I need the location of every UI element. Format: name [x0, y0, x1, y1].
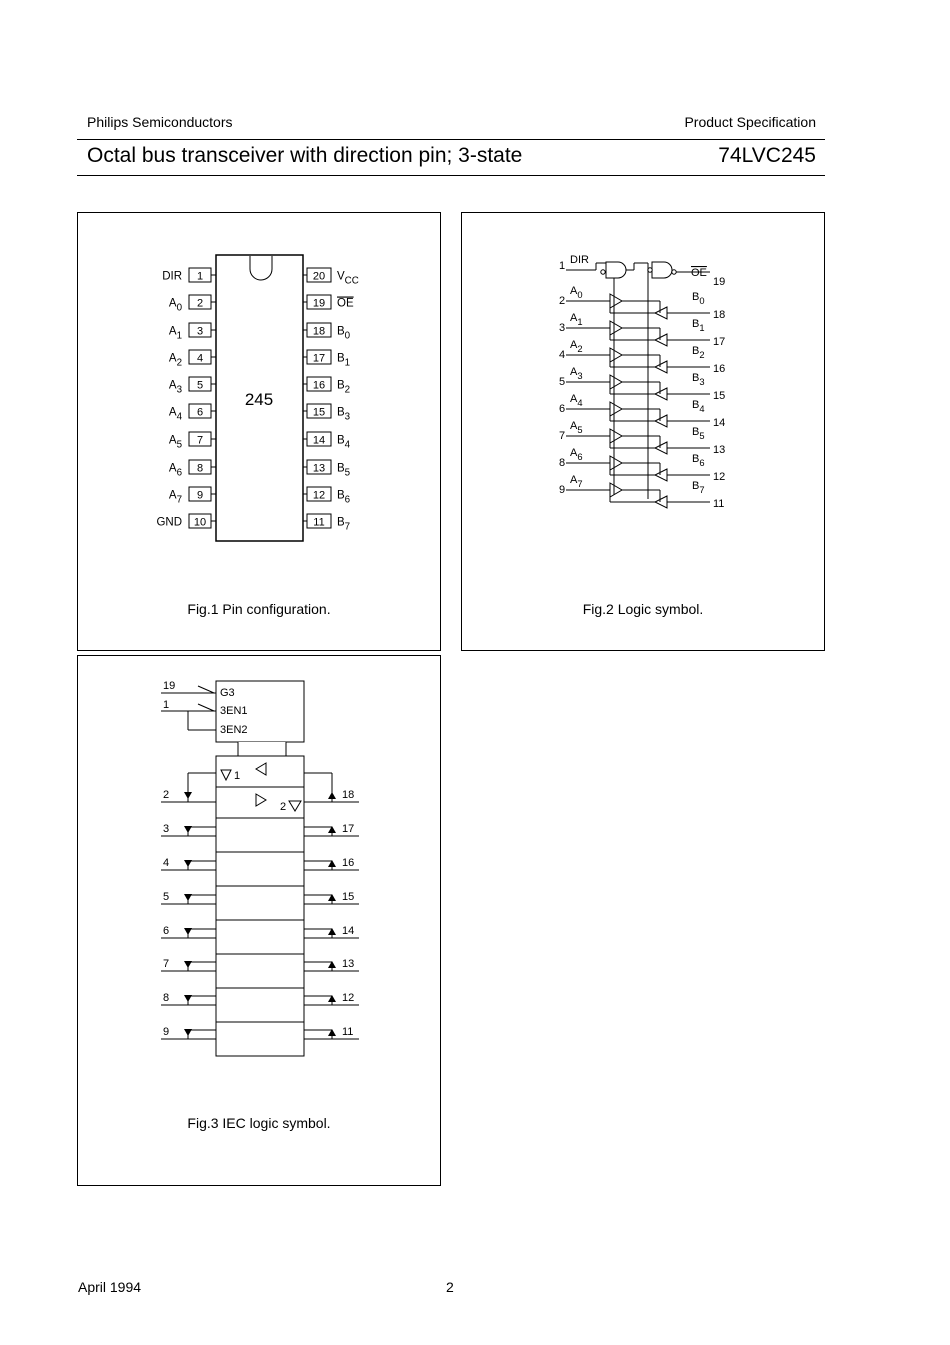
page-title: Octal bus transceiver with direction pin; 3-state: [87, 144, 523, 167]
logic-symbol-diagram: [462, 213, 826, 652]
header-rule-bottom: [77, 175, 825, 176]
pin-number: 14: [312, 434, 326, 447]
a-label: $A_7$: [570, 474, 583, 489]
a-label: $A_5$: [570, 420, 583, 435]
pin-number: 13: [713, 444, 726, 456]
buffer-reverse: [655, 442, 667, 454]
and-gate: [652, 262, 672, 278]
pin-number: 5: [163, 891, 170, 903]
buffer-forward: [256, 794, 266, 806]
arrow-down: [184, 961, 192, 968]
a-label: $A_1$: [570, 312, 583, 327]
a-label: $A_4$: [570, 393, 583, 408]
pin-name-right: $B_5$: [337, 462, 351, 479]
pin-number: 9: [559, 484, 566, 496]
b-label: $B_5$: [692, 426, 705, 441]
arrow-down: [184, 826, 192, 833]
pin-number: 11: [342, 1026, 354, 1038]
b-label: $B_6$: [692, 453, 705, 468]
pin-number: 12: [342, 992, 355, 1004]
header-doc-type: Product Specification: [684, 114, 816, 130]
pin-number: 3: [559, 322, 566, 334]
pin-number: 2: [559, 295, 566, 307]
pin-number: 16: [342, 857, 355, 869]
pin-number: 20: [312, 270, 326, 283]
pin-number: 12: [713, 471, 726, 483]
tristate-symbol-2: [289, 801, 301, 811]
buffer-reverse: [655, 361, 667, 373]
pin-number: 17: [342, 823, 355, 835]
buffer-forward: [610, 294, 622, 308]
pin-name: DIR: [570, 254, 589, 266]
pin-number: 12: [312, 489, 326, 502]
control-label: 3EN1: [220, 705, 248, 717]
pin-name-left: $A_7$: [168, 489, 182, 506]
buffer-forward: [610, 375, 622, 389]
qualifier: 1: [234, 770, 241, 782]
pin-number: 4: [163, 857, 170, 869]
buffer-reverse: [655, 388, 667, 400]
pin-number: 9: [196, 489, 204, 502]
pin-number: 8: [559, 457, 566, 469]
pin-number: 17: [312, 352, 326, 365]
pin-number: 10: [193, 516, 207, 529]
pin-number: 4: [196, 352, 204, 365]
pin-number: 7: [559, 430, 566, 442]
tristate-symbol-1: [221, 770, 231, 780]
pin-number: 17: [713, 336, 726, 348]
pin-number: 4: [559, 349, 566, 361]
pin-number: 15: [342, 891, 355, 903]
pin-number: 16: [713, 363, 726, 375]
pin-name-right: $B_3$: [337, 406, 351, 423]
b-label: $B_2$: [692, 345, 705, 360]
inverter-bubble: [672, 270, 676, 274]
pin-name-left: GND: [156, 516, 182, 529]
fig1-frame: [77, 212, 441, 651]
pin-number: 15: [713, 390, 726, 402]
ic-notch: [250, 256, 272, 280]
buffer-forward: [610, 483, 622, 497]
b-label: $B_3$: [692, 372, 705, 387]
pin-number: 3: [196, 325, 204, 338]
control-label: G3: [220, 687, 235, 699]
a-label: $A_3$: [570, 366, 583, 381]
pin-number: 11: [313, 516, 325, 529]
pin-number: 19: [163, 680, 176, 692]
buffer-reverse: [256, 763, 266, 775]
header-rule-top: [77, 139, 825, 140]
channel-block: [216, 886, 304, 920]
pin-name-left: $A_5$: [168, 434, 182, 451]
pin-name-left: $A_3$: [168, 379, 182, 396]
polarity-mark: [198, 686, 214, 693]
b-label: $B_1$: [692, 318, 705, 333]
fig2-frame: [461, 212, 825, 651]
polarity-mark: [198, 704, 214, 711]
channel-block: [216, 1022, 304, 1056]
pin-number: 14: [713, 417, 726, 429]
fig3-frame: [77, 655, 441, 1186]
pin-name-right: $V_{CC}$: [337, 270, 359, 287]
pin-number: 2: [196, 297, 204, 310]
buffer-reverse: [655, 496, 667, 508]
part-number: 74LVC245: [718, 144, 816, 167]
arrow-down: [184, 792, 192, 799]
pin-number: 13: [342, 958, 355, 970]
pin-number: 19: [312, 297, 326, 310]
pin-name-left: $A_4$: [168, 406, 182, 423]
and-gate: [606, 262, 626, 278]
pin-number: 7: [163, 958, 170, 970]
pin-number: 2: [163, 789, 170, 801]
buffer-reverse: [655, 469, 667, 481]
header-company: Philips Semiconductors: [87, 114, 233, 130]
buffer-forward: [610, 321, 622, 335]
buffer-forward: [610, 429, 622, 443]
arrow-down: [184, 928, 192, 935]
buffer-reverse: [655, 415, 667, 427]
pin-number: 13: [312, 462, 326, 475]
footer-date: April 1994: [78, 1279, 142, 1295]
channel-block: [216, 818, 304, 852]
b-label: $B_0$: [692, 291, 705, 306]
pin-number: 16: [312, 379, 326, 392]
pin-name-right: $B_1$: [337, 352, 351, 369]
arrow-down: [184, 894, 192, 901]
a-label: $A_6$: [570, 447, 583, 462]
a-label: $A_2$: [570, 339, 583, 354]
pin-name-right: $B_0$: [337, 325, 351, 342]
pin-name-right: OE: [337, 297, 354, 310]
pin-name-left: $A_2$: [168, 352, 182, 369]
fig1-caption: Fig.1 Pin configuration.: [187, 601, 331, 617]
pin-number: 18: [713, 309, 726, 321]
pin-number: 5: [196, 379, 204, 392]
b-label: $B_7$: [692, 480, 705, 495]
qualifier: 2: [280, 801, 287, 813]
pin-number: 6: [559, 403, 566, 415]
pin-name-right: $B_4$: [337, 434, 351, 451]
pin-number: 8: [196, 462, 204, 475]
pin-number: 18: [342, 789, 355, 801]
pin-number: 7: [196, 434, 204, 447]
pin-configuration-diagram: [78, 213, 442, 652]
arrow-down: [184, 860, 192, 867]
arrow-down: [184, 995, 192, 1002]
chip-label: 245: [244, 390, 274, 409]
iec-logic-symbol-diagram: [78, 656, 442, 1187]
pin-name-left: $A_0$: [168, 297, 182, 314]
b-label: $B_4$: [692, 399, 705, 414]
fig3-caption: Fig.3 IEC logic symbol.: [187, 1115, 331, 1131]
buffer-forward: [610, 456, 622, 470]
pin-number: 6: [196, 406, 204, 419]
buffer-forward: [610, 348, 622, 362]
pin-number: 1: [196, 270, 204, 283]
pin-name-right: $B_2$: [337, 379, 351, 396]
pin-name-right: $B_6$: [337, 489, 351, 506]
pin-number: 5: [559, 376, 566, 388]
inverter-bubble: [601, 270, 605, 274]
pin-name-left: DIR: [162, 270, 182, 283]
buffer-reverse: [655, 334, 667, 346]
channel-block: [216, 852, 304, 886]
pin-name-left: $A_6$: [168, 462, 182, 479]
oe-label: OE: [691, 267, 707, 279]
pin-number: 11: [713, 498, 725, 510]
pin-number: 3: [163, 823, 170, 835]
pin-number: 9: [163, 1026, 170, 1038]
pin-number: 14: [342, 925, 355, 937]
control-gap: [216, 742, 304, 756]
pin-number: 19: [713, 276, 726, 288]
pin-number: 6: [163, 925, 170, 937]
pin-number: 15: [312, 406, 326, 419]
pin-name-left: $A_1$: [168, 325, 182, 342]
pin-number: 8: [163, 992, 170, 1004]
a-label: $A_0$: [570, 285, 583, 300]
pin-name-right: $B_7$: [337, 516, 351, 533]
pin-number: 1: [559, 260, 566, 272]
buffer-reverse: [655, 307, 667, 319]
arrow-down: [184, 1029, 192, 1036]
arrow-up: [328, 792, 336, 799]
pin-number: 1: [163, 699, 170, 711]
fig2-caption: Fig.2 Logic symbol.: [582, 601, 704, 617]
channel-block: [216, 988, 304, 1022]
pin-number: 18: [312, 325, 326, 338]
buffer-forward: [610, 402, 622, 416]
channel-block: [216, 954, 304, 988]
channel-block: [216, 920, 304, 954]
control-label: 3EN2: [220, 724, 248, 736]
footer-page-number: 2: [446, 1279, 454, 1295]
